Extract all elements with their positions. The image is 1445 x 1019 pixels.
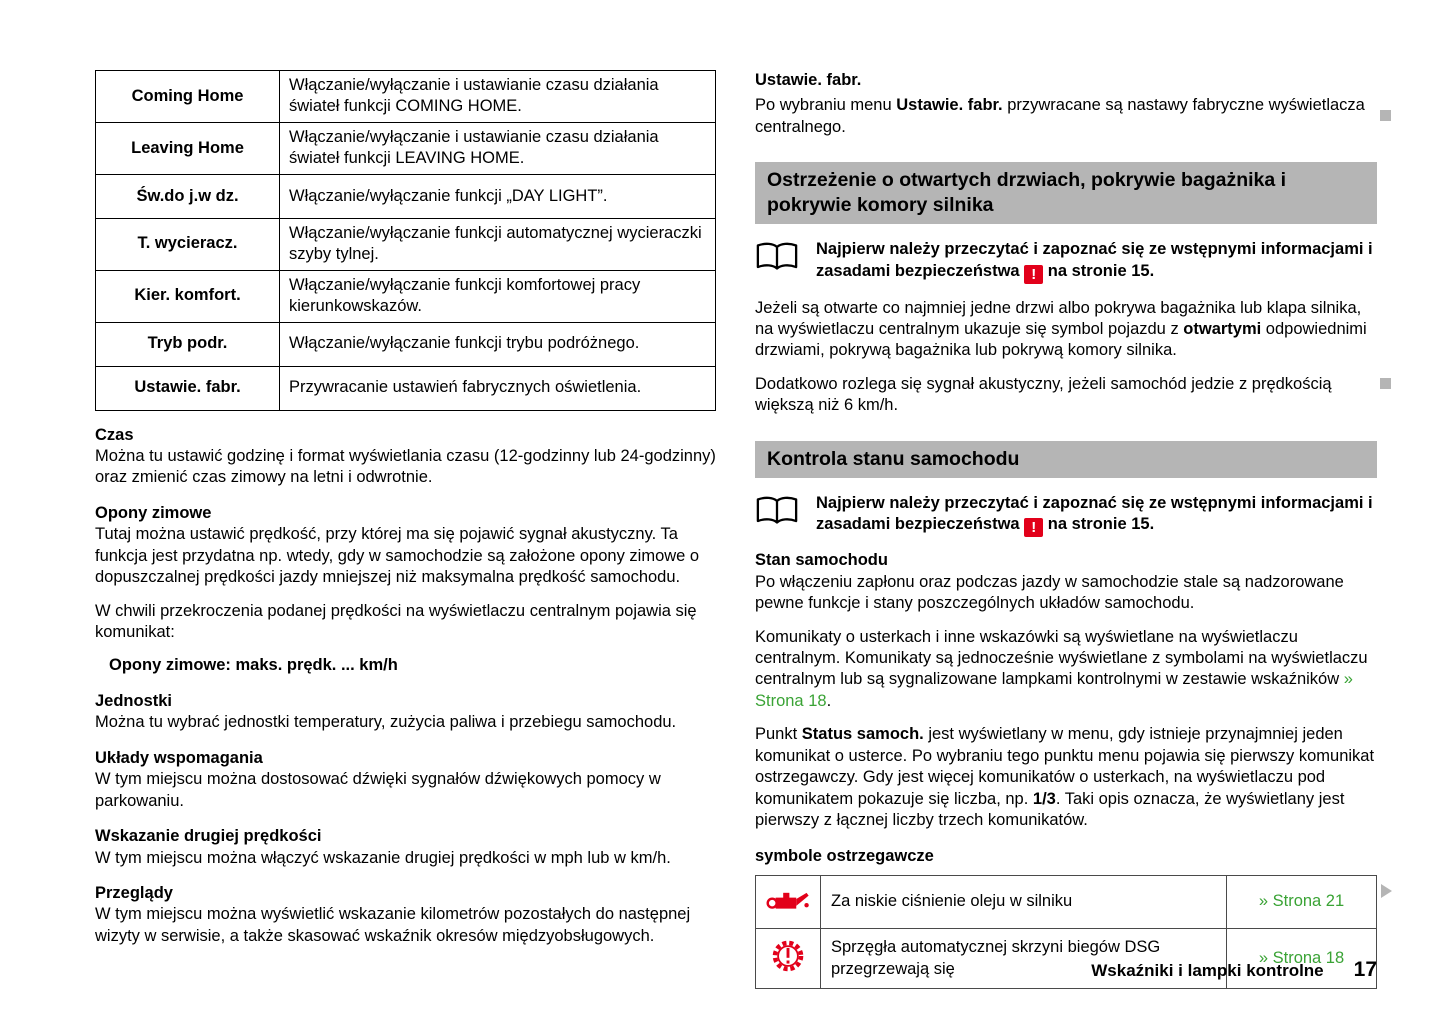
setting-name-cell: Tryb podr. (96, 322, 280, 366)
setting-description-cell: Włączanie/wyłączanie i ustawianie czasu działania świateł funkcji LEAVING HOME. (280, 122, 716, 174)
heading-wskazanie-drugiej-predkosci: Wskazanie drugiej prędkości (95, 827, 322, 846)
settings-row (96, 366, 716, 410)
left-column (95, 70, 716, 947)
paragraph: W tym miejscu można włączyć wskazanie drugiej prędkości w mph lub w km/h. (95, 848, 671, 867)
page-number: 17 (1353, 958, 1377, 981)
section-czas (95, 425, 716, 489)
settings-row (96, 218, 716, 270)
setting-name-cell: Leaving Home (96, 122, 280, 174)
setting-description-cell: Włączanie/wyłączanie funkcji „DAY LIGHT”. (280, 174, 716, 218)
heading-uklady-wspomagania: Układy wspomagania (95, 748, 263, 767)
setting-name-cell: Coming Home (96, 71, 280, 123)
lighting-settings-table (95, 70, 716, 411)
continuation-marker (1380, 110, 1391, 121)
setting-description-cell: Przywracanie ustawień fabrycznych oświetlenia. (280, 366, 716, 410)
section-banner-vehicle-status: Kontrola stanu samochodu (755, 441, 1377, 478)
warning-exclamation-icon: ! (1024, 518, 1043, 537)
section-banner-doors-warning: Ostrzeżenie o otwartych drzwiach, pokrywie bagażnika i pokrywie komory silnika (755, 162, 1377, 224)
continuation-arrow-icon (1381, 884, 1392, 898)
paragraph: Po wybraniu menu Ustawie. fabr. przywracane są nastawy fabryczne wyświetlacza centralnego. (755, 96, 1365, 136)
safety-note (755, 493, 1377, 538)
settings-row (96, 270, 716, 322)
section-stan-samochodu (755, 550, 1377, 614)
warning-text: Sprzęgła automatycznej skrzyni biegów DSG przegrzewają się (821, 929, 1227, 989)
page-footer (755, 956, 1377, 983)
setting-description-cell: Włączanie/wyłączanie funkcji automatycznej wycieraczki szyby tylnej. (280, 218, 716, 270)
settings-row (96, 322, 716, 366)
heading-opony-zimowe: Opony zimowe (95, 503, 212, 522)
setting-description-cell: Włączanie/wyłączanie i ustawianie czasu działania świateł funkcji COMING HOME. (280, 71, 716, 123)
setting-name-cell: Ustawie. fabr. (96, 366, 280, 410)
page-reference-link[interactable]: » Strona 21 (1227, 875, 1377, 928)
section-przeglady (95, 883, 716, 947)
settings-row (96, 174, 716, 218)
heading-stan-samochodu: Stan samochodu (755, 551, 888, 570)
safety-note (755, 239, 1377, 284)
warning-table-row (756, 875, 1377, 928)
paragraph: W tym miejscu można wyświetlić wskazanie kilometrów pozostałych do następnej wizyty w serwisie, a także skasować wskaźnik okresów międzyobsługowych. (95, 905, 691, 945)
warning-exclamation-icon: ! (1024, 265, 1043, 284)
paragraph: Po włączeniu zapłonu oraz podczas jazdy w samochodzie stale są nadzorowane pewne funkcje i stany poszczególnych układów samochodu. (755, 572, 1344, 613)
paragraph: Komunikaty o usterkach i inne wskazówki są wyświetlane na wyświetlaczu centralnym. Komunikaty są jednocześnie wyświetlane z symbolami na wyświetlaczu centralnym lub są sygnalizowane lampkami kontrolnymi w zestawie wskaźników » Strona 18. (755, 627, 1368, 710)
settings-row (96, 71, 716, 123)
setting-name-cell: T. wycieracz. (96, 218, 280, 270)
paragraph: Jeżeli są otwarte co najmniej jedne drzwi albo pokrywa bagażnika lub klapa silnika, na wyświetlaczu centralnym ukazuje się symbol pojazdu z otwartymi odpowiednimi drzwiami, pokrywą bagażnika lub pokrywą komory silnika. (755, 298, 1367, 360)
paragraph: Tutaj można ustawić prędkość, przy której ma się pojawić sygnał akustyczny. Ta funkcja jest przydatna np. wtedy, gdy w samochodzie są założone opony zimowe o dopuszczalnej prędkości jazdy mniejszej niż maksymalna prędkość samochodu. (95, 525, 700, 587)
paragraph: Dodatkowo rozlega się sygnał akustyczny, jeżeli samochód jedzie z prędkością większą niż 6 km/h. (755, 374, 1332, 415)
open-book-icon (755, 239, 801, 278)
setting-description-cell: Włączanie/wyłączanie funkcji trybu podróżnego. (280, 322, 716, 366)
warning-text: Za niskie ciśnienie oleju w silniku (821, 875, 1227, 928)
settings-row (96, 122, 716, 174)
page-reference-link[interactable]: » Strona 18 (1227, 929, 1377, 989)
setting-name-cell: Św.do j.w dz. (96, 174, 280, 218)
heading-ustawie-fabr: Ustawie. fabr. (755, 71, 862, 89)
safety-note-text: Najpierw należy przeczytać i zapoznać się ze wstępnymi informacjami i zasadami bezpieczeństwa ! na stronie 15. (816, 493, 1373, 537)
section-uklady-wspomagania (95, 748, 716, 812)
section-wskazanie-drugiej-predkosci (95, 826, 716, 869)
heading-jednostki: Jednostki (95, 691, 173, 710)
open-book-icon (755, 493, 801, 532)
section-opony-zimowe (95, 503, 716, 677)
paragraph: Punkt Status samoch. jest wyświetlany w menu, gdy istnieje przynajmniej jeden komunikat o usterce. Po wybraniu tego punktu menu pojawia się pierwszy komunikat ostrzegawczy. Gdy jest więcej komunikatów o usterkach, na wyświetlaczu pod komunikatem pokazuje się liczba, np. 1/3. Taki opis oznacza, że wyświetlany jest pierwszy z łącznej liczby trzech komunikatów. (755, 725, 1375, 830)
safety-note-text: Najpierw należy przeczytać i zapoznać się ze wstępnymi informacjami i zasadami bezpieczeństwa ! na stronie 15. (816, 239, 1373, 283)
section-jednostki (95, 691, 716, 734)
page-reference-link[interactable]: » Strona 18 (755, 670, 1353, 710)
continuation-marker (1380, 378, 1391, 389)
paragraph: Można tu ustawić godzinę i format wyświetlania czasu (12-godzinny lub 24-godzinny) oraz zmienić czas zimowy na letni i odwrotnie. (95, 446, 716, 487)
setting-description-cell: Włączanie/wyłączanie funkcji komfortowej pracy kierunkowskazów. (280, 270, 716, 322)
oil-pressure-warning-icon (756, 875, 821, 928)
paragraph: Można tu wybrać jednostki temperatury, zużycia paliwa i przebiegu samochodu. (95, 713, 677, 732)
heading-przeglady: Przeglądy (95, 883, 173, 902)
display-message-text: Opony zimowe: maks. prędk. ... km/h (109, 656, 398, 675)
setting-name-cell: Kier. komfort. (96, 270, 280, 322)
heading-czas: Czas (95, 425, 134, 444)
right-column (755, 70, 1377, 989)
paragraph: W chwili przekroczenia podanej prędkości na wyświetlaczu centralnym pojawia się komunikat: (95, 601, 697, 641)
heading-symbole-ostrzegawcze: symbole ostrzegawcze (755, 846, 934, 865)
paragraph: W tym miejscu można dostosować dźwięki sygnałów dźwiękowych pomocy w parkowaniu. (95, 770, 661, 810)
footer-chapter-title: Wskaźniki i lampki kontrolne (1091, 961, 1324, 980)
